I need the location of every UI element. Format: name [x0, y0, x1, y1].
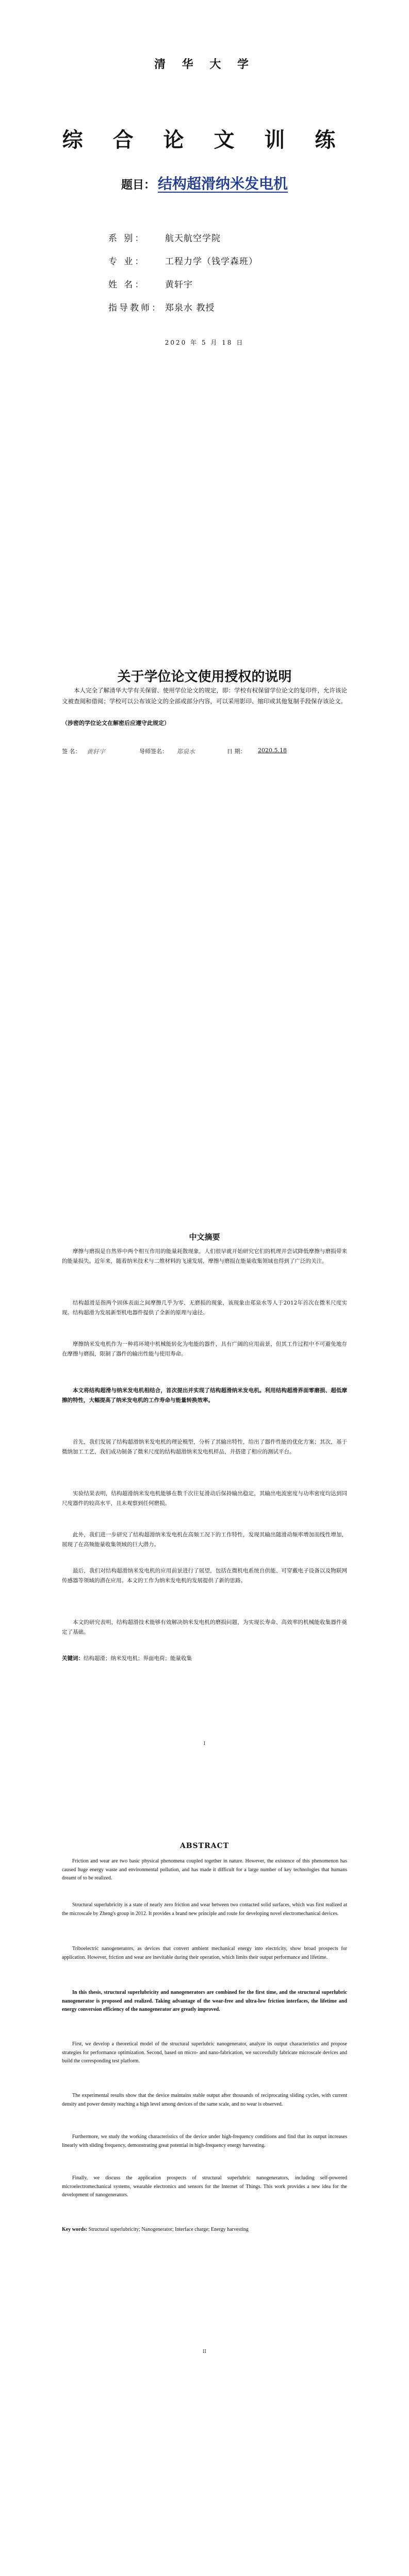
- cover-page: [0, 0, 409, 578]
- course-title: 综 合 论 文 训 练: [62, 128, 347, 152]
- zh-paragraph: 最后，我们对结构超滑纳米发电机的应用前景进行了展望，包括在微机电系统自供能、可穿戴电子设备以及物联网传感器等领域的潜在应用。本文的工作为纳米发电机的发展提供了新的思路。: [62, 1568, 347, 1584]
- zh-keywords-label: 关键词：: [62, 1655, 84, 1662]
- thesis-title: 结构超滑纳米发电机: [158, 175, 288, 192]
- university-name: 清 华 大 学: [154, 58, 255, 71]
- zh-paragraph: 结构超滑是指两个固体表面之间摩擦几乎为零、无磨损的现象，该现象由郑泉水等人于2012年首次在微米尺度实现。结构超滑为发展新型机电器件提供了全新的原理与途径。: [62, 1300, 347, 1316]
- thesis-title-row: [0, 173, 409, 193]
- zh-paragraph-highlight: 本文将结构超滑与纳米发电机相结合，首次提出并实现了结构超滑纳米发电机。利用结构超滑界面零磨损、超低摩擦的特性，大幅提高了纳米发电机的工作寿命与能量转换效率。: [62, 1387, 347, 1404]
- zh-paragraph: 此外，我们进一步研究了结构超滑纳米发电机在高频工况下的工作特性，发现其输出随滑动频率增加而线性增加，展现了在高频能量收集领域的巨大潜力。: [62, 1532, 347, 1548]
- zh-paragraph: 摩擦与磨损是自然界中两个相互作用的能量耗散现象，人们很早就开始研究它们的机理并尝试降低摩擦与磨损带来的能量损失。近年来，随着纳米技术与二维材料的飞速发展，摩擦与磨损在能量收集领域也得到了广泛的关注。: [62, 1248, 347, 1265]
- info-major: 专 业： 工程力学（钱学森班）: [108, 257, 258, 267]
- signature-label: 签 名：: [62, 748, 81, 755]
- en-paragraph: Furthermore, we study the working characteristics of the device under high-frequency conditions and find that its output increases linearly with sliding frequency, demonstrating great potential in high-frequency energy harvesting.: [62, 2134, 347, 2148]
- zh-keywords: [62, 1654, 347, 1664]
- en-paragraph-highlight: In this thesis, structural superlubricity and nanogenerators are combined for the first time, and the structural superlubric nanogenerator is proposed and realized. Taking advantage of the wear-free and ultra-low friction interfaces, the lifetime and energy conversion efficiency of the nanogenerator are greatly improved.: [62, 1990, 347, 2013]
- zh-abstract-heading: 中文摘要: [189, 1232, 220, 1242]
- zh-paragraph: 首先，我们发展了结构超滑纳米发电机的理论模型，分析了其输出特性，给出了器件性能的优化方案；其次，基于微纳加工工艺，我们成功制备了微米尺度的结构超滑纳米发电机样品，并搭建了相应的测试平台。: [62, 1439, 347, 1455]
- en-paragraph: The experimental results show that the device maintains stable output after thousands of reciprocating sliding cycles, with current density and power density reaching a high level among devices of the same scale, and no wear is observed.: [62, 2093, 347, 2107]
- cover-date: 2020 年 5 月 18 日: [165, 339, 244, 346]
- authorization-note: （涉密的学位论文在解密后应遵守此规定）: [62, 720, 170, 726]
- zh-paragraph: 本文的研究表明，结构超滑技术能够有效解决纳米发电机的磨损问题，为实现长寿命、高效率的机械能收集器件奠定了基础。: [62, 1619, 347, 1636]
- en-paragraph: First, we develop a theoretical model of the structural superlubric nanogenerator, analyze its output characteristics and propose strategies for performance optimization. Second, based on micro- and nano-fabrication, we successfully fabricate microscale devices and build the corresponding test platform.: [62, 2041, 347, 2064]
- en-paragraph: Finally, we discuss the application prospects of structural superlubric nanogenerators, including self-powered microelectromechanical systems, wearable electronics and sensors for the Internet of Things. This work provides a new idea for the development of nanogenerators.: [62, 2175, 347, 2198]
- advisor-signature-label: 导师签名：: [139, 748, 168, 755]
- info-department: 系 别： 航天航空学院: [108, 233, 221, 244]
- authorization-title: 关于学位论文使用授权的说明: [117, 669, 292, 685]
- zh-keywords-text: 结构超滑；纳米发电机；界面电荷；能量收集: [84, 1655, 192, 1662]
- title-label: 题目：: [121, 178, 155, 192]
- page-number: II: [202, 2349, 207, 2354]
- page-number: I: [203, 1741, 206, 1747]
- student-signature: 黄轩宇: [87, 748, 106, 755]
- authorization-body: 本人完全了解清华大学有关保留、使用学位论文的规定，即：学校有权保留学位论文的复印件，允许该论文被查阅和借阅；学校可以公布该论文的全部或部分内容，可以采用影印、缩印或其他复制手段保存该论文。: [62, 687, 347, 705]
- zh-paragraph: 摩擦纳米发电机作为一种将环境中机械能转化为电能的器件，具有广阔的应用前景，但其工作过程中不可避免地存在摩擦与磨损，限制了器件的输出性能与使用寿命。: [62, 1341, 347, 1358]
- advisor-signature: 郑泉水: [176, 748, 195, 755]
- info-advisor: 指导教师： 郑泉水 教授: [108, 303, 215, 313]
- en-abstract-heading: ABSTRACT: [179, 1842, 230, 1850]
- authorization-page: [0, 578, 409, 1156]
- en-keywords-label: Key words:: [62, 2227, 88, 2232]
- en-paragraph: Structural superlubricity is a state of nearly zero friction and wear between two contacted solid surfaces, which was first realized at the microscale by Zheng's group in 2012. It provides a brand new principle and route for developing novel electromechanical devices.: [62, 1902, 347, 1917]
- en-keywords: [62, 2226, 347, 2234]
- en-keywords-text: Structural superlubricity; Nanogenerator; Interface charge; Energy harvesting: [88, 2227, 249, 2232]
- zh-paragraph: 实验结果表明，结构超滑纳米发电机能够在数千次往复滑动后保持输出稳定，其输出电流密度与功率密度均达到同尺度器件的较高水平，且未观察到任何磨损。: [62, 1490, 347, 1507]
- info-name: 姓 名： 黄轩宇: [108, 280, 193, 290]
- en-paragraph: Triboelectric nanogenerators, as devices that convert ambient mechanical energy into electricity, show broad prospects for application. However, friction and wear are inevitable during their operation, which limits their output performance and lifetime.: [62, 1946, 347, 1960]
- date-label: 日 期：: [227, 748, 246, 755]
- en-paragraph: Friction and wear are two basic physical phenomena coupled together in nature. However, the existence of this phenomenon has caused huge energy waste and environmental pollution, and has made it difficult for a large number of key technologies that humans dreamt of to be realized.: [62, 1858, 347, 1882]
- signature-date: 2020.5.18: [258, 747, 287, 754]
